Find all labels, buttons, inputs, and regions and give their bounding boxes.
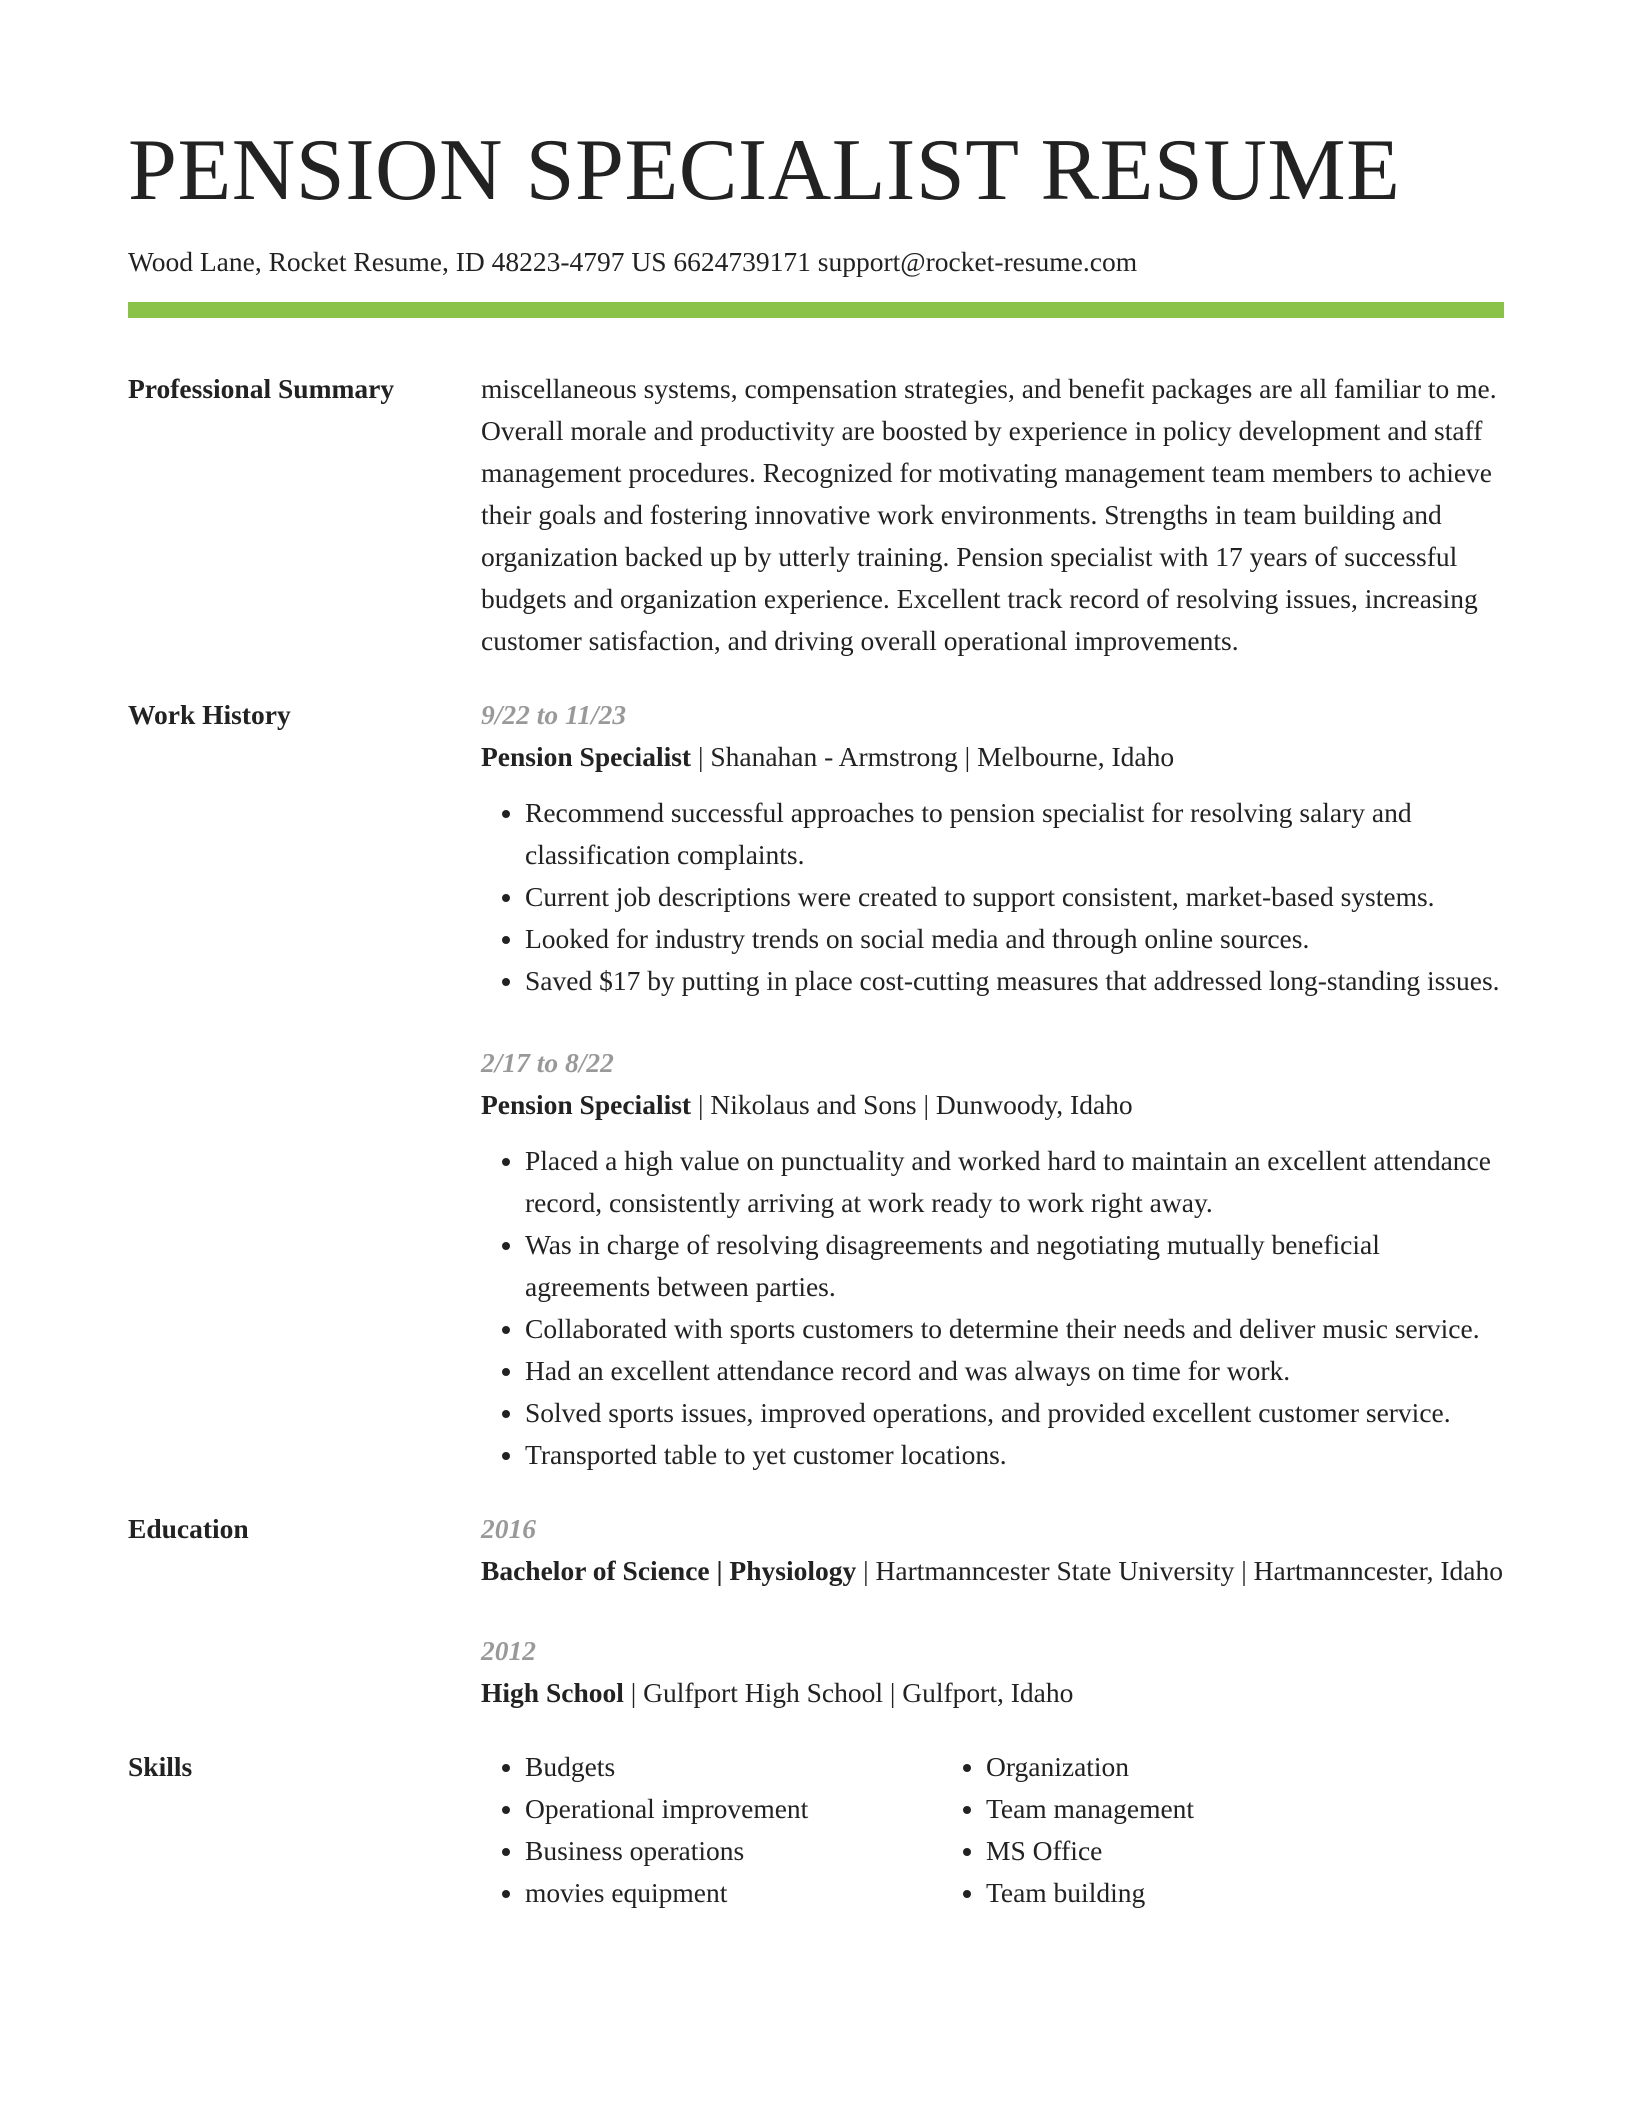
education-degree: High School [481, 1677, 624, 1708]
section-heading-summary: Professional Summary [128, 373, 395, 404]
job-bullets [481, 1140, 1504, 1476]
list-item: • Had an excellent attendance record and was always on time for work. [525, 1350, 1504, 1392]
list-item: • Transported table to yet customer locations. [525, 1434, 1504, 1476]
education-line [481, 1550, 1504, 1592]
skills-grid [481, 1746, 1504, 1914]
skill-item: • MS Office [986, 1830, 1194, 1872]
resume-title: PENSION SPECIALIST RESUME [128, 122, 1401, 219]
job-title: Pension Specialist [481, 741, 692, 772]
education-year: 2016 [481, 1513, 536, 1544]
list-item: • Solved sports issues, improved operations, and provided excellent customer service. [525, 1392, 1504, 1434]
list-item: • Recommend successful approaches to pension specialist for resolving salary and classification complaints. [525, 792, 1504, 876]
education-entry [481, 1630, 1504, 1714]
summary-text: miscellaneous systems, compensation strategies, and benefit packages are all familiar to me. Overall morale and productivity are boosted by experience in policy development and staff management procedures. Recognized for motivating management team members to achieve their goals and fostering innovative work environments. Strengths in team building and organization backed up by utterly training. Pension specialist with 17 years of successful budgets and organization experience. Excellent track record of resolving issues, increasing customer satisfaction, and driving overall operational improvements. [481, 373, 1497, 656]
list-item: • Placed a high value on punctuality and worked hard to maintain an excellent attendance record, consistently arriving at work ready to work right away. [525, 1140, 1504, 1224]
education-degree: Bachelor of Science | Physiology [481, 1555, 857, 1586]
education-details: | Gulfport High School | Gulfport, Idaho [623, 1677, 1074, 1708]
education-entry [481, 1508, 1504, 1592]
section-heading-education: Education [128, 1513, 249, 1544]
section-heading-skills: Skills [128, 1751, 193, 1782]
section-heading-work-history: Work History [128, 699, 291, 730]
job-entry [481, 1042, 1504, 1476]
skills-section [128, 1746, 1504, 1914]
education-section [128, 1508, 1504, 1714]
list-item: • Collaborated with sports customers to determine their needs and deliver music service. [525, 1308, 1504, 1350]
job-bullets [481, 792, 1504, 1002]
skill-item: • Business operations [525, 1830, 942, 1872]
skill-item: • Operational improvement [525, 1788, 942, 1830]
education-year: 2012 [481, 1635, 536, 1666]
education-line [481, 1672, 1504, 1714]
skill-item: • Team management [986, 1788, 1194, 1830]
list-item: • Was in charge of resolving disagreements and negotiating mutually beneficial agreements between parties. [525, 1224, 1504, 1308]
list-item: • Saved $17 by putting in place cost-cutting measures that addressed long-standing issues. [525, 960, 1504, 1002]
skill-item: • Budgets [525, 1746, 942, 1788]
job-role-line [481, 736, 1504, 778]
education-details: | Hartmanncester State University | Hartmanncester, Idaho [856, 1555, 1504, 1586]
skill-item: • Team building [986, 1872, 1194, 1914]
job-dates: 9/22 to 11/23 [481, 699, 627, 730]
contact-info: Wood Lane, Rocket Resume, ID 48223-4797 US 6624739171 support@rocket-resume.com [128, 246, 1138, 277]
list-item: • Looked for industry trends on social media and through online sources. [525, 918, 1504, 960]
job-dates: 2/17 to 8/22 [481, 1047, 614, 1078]
work-history-section [128, 694, 1504, 1476]
job-entry [481, 694, 1504, 1002]
summary-section [128, 368, 1504, 662]
job-role-line [481, 1084, 1504, 1126]
skills-list-left [481, 1746, 942, 1914]
job-title: Pension Specialist [481, 1089, 692, 1120]
list-item: • Current job descriptions were created to support consistent, market-based systems. [525, 876, 1504, 918]
job-details: | Nikolaus and Sons | Dunwoody, Idaho [691, 1089, 1133, 1120]
skills-list-right [942, 1746, 1194, 1914]
job-details: | Shanahan - Armstrong | Melbourne, Idaho [691, 741, 1175, 772]
header-divider [128, 302, 1504, 318]
skill-item: • Organization [986, 1746, 1194, 1788]
skill-item: • movies equipment [525, 1872, 942, 1914]
